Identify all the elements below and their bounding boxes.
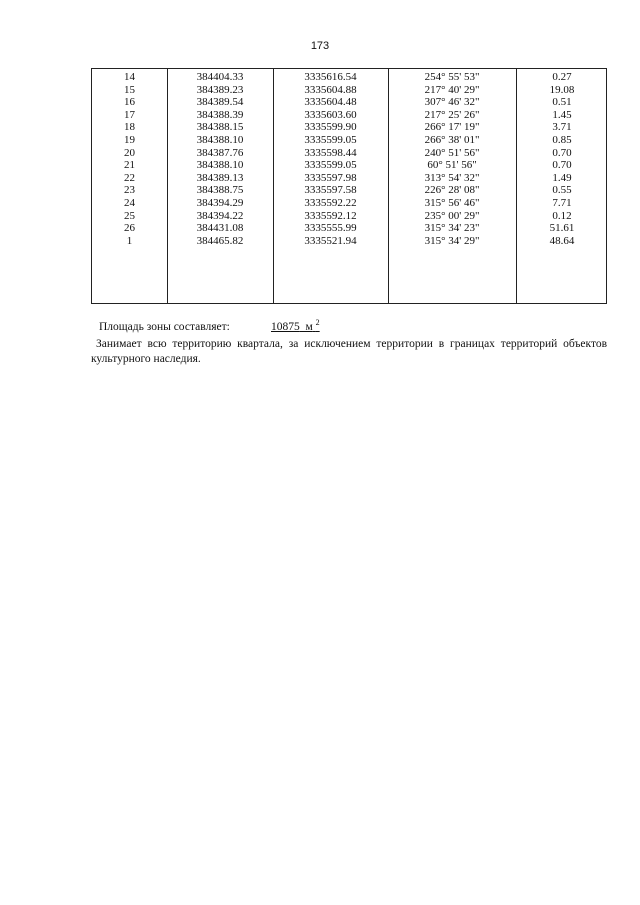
x-coordinate-cell: 384394.22 — [196, 209, 244, 222]
point-number-cell: 23 — [124, 184, 135, 197]
coordinates-table — [91, 68, 607, 304]
bearing-cell: 254° 55' 53" — [424, 71, 480, 83]
x-coordinate-cell: 384431.08 — [196, 222, 244, 235]
distance-cell: 0.27 — [552, 71, 572, 83]
bearing-cell: 313° 54' 32" — [424, 171, 480, 184]
area-value — [271, 320, 320, 334]
bearing-cell: 315° 34' 29" — [424, 234, 480, 247]
distance-cell: 0.70 — [552, 159, 572, 172]
y-coordinate-cell: 3335599.05 — [304, 159, 357, 172]
page-number: 173 — [310, 40, 330, 52]
point-number-cell: 20 — [124, 146, 135, 159]
x-coordinate-cell: 384389.23 — [196, 83, 244, 96]
distance-cell: 0.85 — [552, 133, 572, 146]
table-row — [92, 147, 606, 160]
point-number-cell: 25 — [124, 209, 135, 222]
x-coordinate-cell: 384388.10 — [196, 159, 244, 172]
area-unit — [305, 318, 320, 333]
bearing-cell: 307° 46' 32" — [424, 96, 480, 109]
x-coordinate-cell: 384389.54 — [196, 96, 244, 109]
area-unit-power: 2 — [315, 318, 320, 328]
y-coordinate-cell: 3335521.94 — [304, 234, 357, 247]
table-row — [92, 197, 606, 210]
point-number-cell: 1 — [126, 234, 133, 247]
y-coordinate-cell: 3335599.05 — [304, 133, 357, 146]
distance-cell: 3.71 — [552, 121, 572, 134]
distance-cell: 1.49 — [552, 171, 572, 184]
x-coordinate-cell: 384404.33 — [196, 71, 244, 83]
y-coordinate-cell: 3335599.90 — [304, 121, 357, 134]
table-row — [92, 134, 606, 147]
bearing-cell: 266° 38' 01" — [424, 133, 480, 146]
x-coordinate-cell: 384388.10 — [196, 133, 244, 146]
distance-cell: 51.61 — [549, 222, 575, 235]
x-coordinate-cell: 384388.15 — [196, 121, 244, 134]
point-number-cell: 15 — [124, 83, 135, 96]
distance-cell: 0.51 — [552, 96, 572, 109]
table-row — [92, 71, 606, 84]
table-row — [92, 96, 606, 109]
table-row — [92, 172, 606, 185]
y-coordinate-cell: 3335555.99 — [304, 222, 357, 235]
y-coordinate-cell: 3335597.58 — [304, 184, 357, 197]
bearing-cell: 266° 17' 19" — [424, 121, 480, 134]
distance-cell: 7.71 — [552, 196, 572, 209]
x-coordinate-cell: 384465.82 — [196, 234, 244, 247]
area-number: 10875 — [271, 321, 300, 333]
y-coordinate-cell: 3335597.98 — [304, 171, 357, 184]
table-row — [92, 235, 606, 248]
point-number-cell: 16 — [124, 96, 135, 109]
bearing-cell: 60° 51' 56" — [427, 159, 477, 172]
x-coordinate-cell: 384388.75 — [196, 184, 244, 197]
bearing-cell: 315° 56' 46" — [424, 196, 480, 209]
distance-cell: 0.12 — [552, 209, 572, 222]
y-coordinate-cell: 3335616.54 — [304, 71, 357, 83]
table-row — [92, 222, 606, 235]
distance-cell: 1.45 — [552, 108, 572, 121]
table-row — [92, 159, 606, 172]
y-coordinate-cell: 3335592.12 — [304, 209, 357, 222]
x-coordinate-cell: 384388.39 — [196, 108, 244, 121]
area-unit-label: м — [305, 321, 313, 333]
distance-cell: 48.64 — [549, 234, 575, 247]
y-coordinate-cell: 3335598.44 — [304, 146, 357, 159]
distance-cell: 0.55 — [552, 184, 572, 197]
table-row — [92, 210, 606, 223]
area-statement — [99, 320, 320, 334]
x-coordinate-cell: 384389.13 — [196, 171, 244, 184]
bearing-cell: 240° 51' 56" — [424, 146, 480, 159]
table-body — [92, 71, 606, 247]
point-number-cell: 21 — [124, 159, 135, 172]
y-coordinate-cell: 3335604.48 — [304, 96, 357, 109]
bearing-cell: 217° 25' 26" — [424, 108, 480, 121]
point-number-cell: 18 — [124, 121, 135, 134]
table-row — [92, 109, 606, 122]
point-number-cell: 14 — [124, 71, 135, 83]
point-number-cell: 24 — [124, 196, 135, 209]
table-row — [92, 184, 606, 197]
table-row — [92, 84, 606, 97]
bearing-cell: 235° 00' 29" — [424, 209, 480, 222]
distance-cell: 19.08 — [549, 83, 575, 96]
distance-cell: 0.70 — [552, 146, 572, 159]
zone-description: Занимает всю территорию квартала, за исключением территории в границах территорий объектов культурного наследия. — [91, 338, 607, 365]
x-coordinate-cell: 384394.29 — [196, 196, 244, 209]
y-coordinate-cell: 3335604.88 — [304, 83, 357, 96]
x-coordinate-cell: 384387.76 — [196, 146, 244, 159]
y-coordinate-cell: 3335603.60 — [304, 108, 357, 121]
point-number-cell: 19 — [124, 133, 135, 146]
bearing-cell: 315° 34' 23" — [424, 222, 480, 235]
y-coordinate-cell: 3335592.22 — [304, 196, 357, 209]
point-number-cell: 22 — [124, 171, 135, 184]
point-number-cell: 26 — [124, 222, 135, 235]
bearing-cell: 226° 28' 08" — [424, 184, 480, 197]
point-number-cell: 17 — [124, 108, 135, 121]
bearing-cell: 217° 40' 29" — [424, 83, 480, 96]
area-label: Площадь зоны составляет: — [99, 321, 230, 333]
table-row — [92, 121, 606, 134]
